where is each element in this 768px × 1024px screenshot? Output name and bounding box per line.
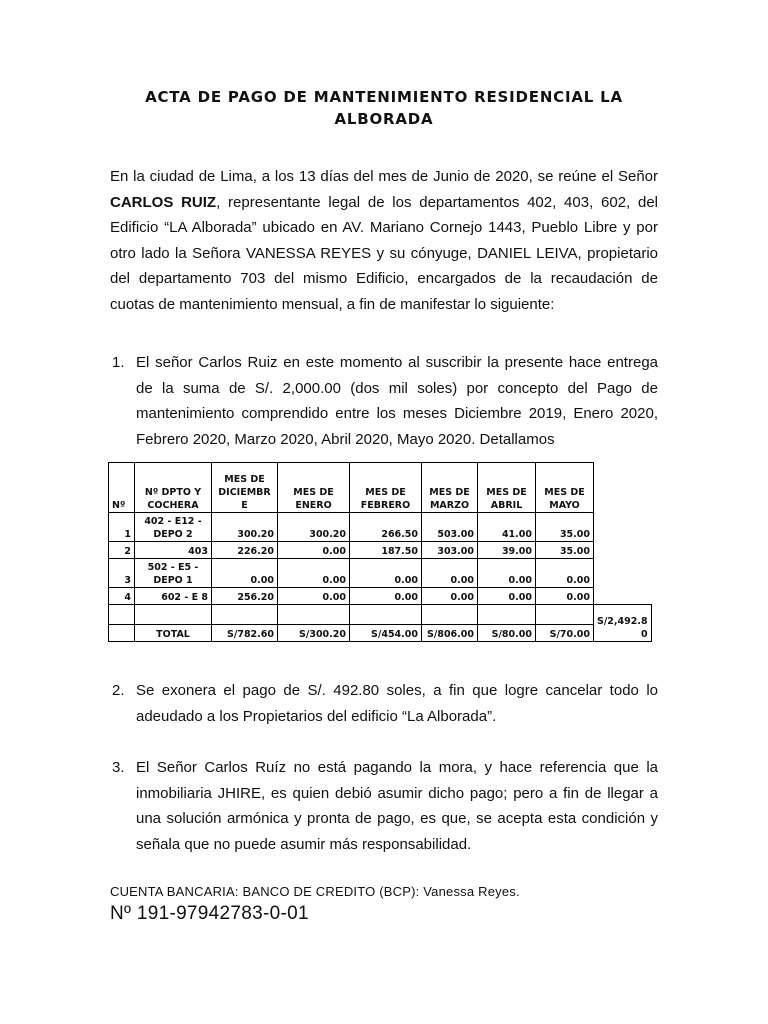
- total-may: S/70.00: [536, 625, 594, 642]
- list-item-number: 3.: [112, 759, 125, 776]
- empty-cell: [478, 605, 536, 625]
- table-total-row: [109, 625, 652, 642]
- cell-dic: 300.20: [212, 513, 278, 542]
- table-row: [109, 588, 652, 605]
- table-row: [109, 542, 652, 559]
- cell-num: 1: [109, 513, 135, 542]
- bank-account-number: Nº 191-97942783-0-01: [110, 903, 309, 924]
- cell-ene: 0.00: [278, 559, 350, 588]
- empty-cell: [135, 605, 212, 625]
- cell-ene: 0.00: [278, 542, 350, 559]
- table-row-empty: [109, 605, 652, 625]
- blank-cell: [594, 463, 652, 513]
- header-abr: MES DE ABRIL: [478, 463, 536, 513]
- intro-paragraph: [110, 164, 658, 317]
- intro-name: CARLOS RUIZ: [110, 193, 217, 211]
- list-item-3: [110, 755, 658, 857]
- empty-cell: [212, 605, 278, 625]
- list-item-number: 1.: [112, 354, 125, 371]
- cell-mar: 0.00: [422, 559, 478, 588]
- cell-feb: 0.00: [350, 559, 422, 588]
- cell-mar: 303.00: [422, 542, 478, 559]
- intro-text-start: En la ciudad de Lima, a los 13 días del mes de Junio de 2020, se reúne el Señor: [110, 168, 658, 185]
- header-ene: MES DE ENERO: [278, 463, 350, 513]
- cell-abr: 0.00: [478, 559, 536, 588]
- cell-feb: 266.50: [350, 513, 422, 542]
- empty-cell: [536, 605, 594, 625]
- cell-ene: 300.20: [278, 513, 350, 542]
- empty-cell: [278, 605, 350, 625]
- title-line-1: ACTA DE PAGO DE MANTENIMIENTO RESIDENCIAL LA: [145, 88, 623, 106]
- header-may: MES DE MAYO: [536, 463, 594, 513]
- cell-may: 0.00: [536, 588, 594, 605]
- total-dic: S/782.60: [212, 625, 278, 642]
- header-num: Nº: [109, 463, 135, 513]
- cell-num: 3: [109, 559, 135, 588]
- cell-abr: 0.00: [478, 588, 536, 605]
- table-header-row: [109, 463, 652, 513]
- total-abr: S/80.00: [478, 625, 536, 642]
- cell-feb: 0.00: [350, 588, 422, 605]
- cell-may: 35.00: [536, 542, 594, 559]
- table-row: [109, 513, 652, 542]
- header-mar: MES DE MARZO: [422, 463, 478, 513]
- list-item-text: Se exonera el pago de S/. 492.80 soles, a fin que logre cancelar todo lo adeudado a los Propietarios del edificio “La Alborada”.: [136, 682, 658, 725]
- intro-text-end: , representante legal de los departamentos 402, 403, 602, del Edificio “LA Alborada” ubicado en AV. Mariano Cornejo 1443, Pueblo Libre y por otro lado la Señora VANESSA REYES y su cónyuge, DANIEL LEIVA, propietario del departamento 703 del mismo Edificio, encargados de la recaudación de cuotas de mantenimiento mensual, a fin de manifestar lo siguiente:: [110, 193, 659, 313]
- cell-dpto: 602 - E 8: [135, 588, 212, 605]
- cell-may: 35.00: [536, 513, 594, 542]
- total-feb: S/454.00: [350, 625, 422, 642]
- cell-mar: 0.00: [422, 588, 478, 605]
- total-ene: S/300.20: [278, 625, 350, 642]
- empty-cell: [422, 605, 478, 625]
- cell-feb: 187.50: [350, 542, 422, 559]
- list-item-text: El Señor Carlos Ruíz no está pagando la mora, y hace referencia que la inmobiliaria JHIRE, es quien debió asumir dicho pago; pero a fin de llegar a una solución armónica y pronta de pago, es que, se acepta esta condición y señala que no puede asumir más responsabilidad.: [136, 759, 658, 853]
- cell-ene: 0.00: [278, 588, 350, 605]
- document-title: [110, 86, 658, 130]
- cell-dic: 226.20: [212, 542, 278, 559]
- cell-num: 2: [109, 542, 135, 559]
- cell-dpto: 402 - E12 - DEPO 2: [135, 513, 212, 542]
- cell-num: 4: [109, 588, 135, 605]
- blank-cell: [594, 559, 652, 588]
- bank-account-label: CUENTA BANCARIA: BANCO DE CREDITO (BCP): Vanessa Reyes.: [110, 884, 520, 899]
- grand-total-cell: S/2,492.8 0: [594, 605, 652, 642]
- empty-cell: [350, 605, 422, 625]
- header-dpto: Nº DPTO Y COCHERA: [135, 463, 212, 513]
- list-item-text: El señor Carlos Ruiz en este momento al suscribir la presente hace entrega de la suma de S/. 2,000.00 (dos mil soles) por concepto del Pago de mantenimiento comprendido entre los meses Diciembre 2019, Enero 2020, Febrero 2020, Marzo 2020, Abril 2020, Mayo 2020. Detallamos: [136, 354, 658, 448]
- list-item-number: 2.: [112, 682, 125, 699]
- cell-dic: 0.00: [212, 559, 278, 588]
- cell-dic: 256.20: [212, 588, 278, 605]
- total-num-cell: [109, 625, 135, 642]
- blank-cell: [594, 588, 652, 605]
- blank-cell: [594, 513, 652, 542]
- total-mar: S/806.00: [422, 625, 478, 642]
- cell-dpto: 502 - E5 - DEPO 1: [135, 559, 212, 588]
- header-dic: MES DE DICIEMBR E: [212, 463, 278, 513]
- table-row: [109, 559, 652, 588]
- cell-abr: 39.00: [478, 542, 536, 559]
- cell-may: 0.00: [536, 559, 594, 588]
- header-feb: MES DE FEBRERO: [350, 463, 422, 513]
- empty-cell: [109, 605, 135, 625]
- cell-mar: 503.00: [422, 513, 478, 542]
- cell-dpto: 403: [135, 542, 212, 559]
- list-item-1: [110, 350, 658, 452]
- title-line-2: ALBORADA: [334, 110, 434, 128]
- cell-abr: 41.00: [478, 513, 536, 542]
- blank-cell: [594, 542, 652, 559]
- list-item-2: [110, 678, 658, 729]
- total-label: TOTAL: [135, 625, 212, 642]
- payment-table: [108, 462, 652, 642]
